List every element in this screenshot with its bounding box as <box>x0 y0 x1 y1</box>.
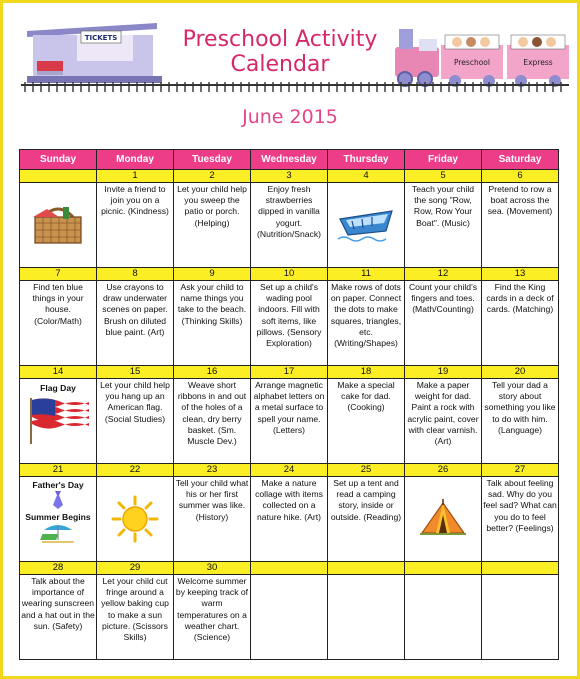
weekday-header: Tuesday <box>174 150 251 170</box>
day-number: 24 <box>251 464 327 477</box>
activity-text: Talk about feeling sad. Why do you feel sad? What can you do to feel better? (Feelings) <box>483 478 557 533</box>
activity-text: Make a special cake for dad. (Cooking) <box>337 380 395 413</box>
beach-chair-icon <box>38 524 78 544</box>
day-number: 7 <box>20 268 96 281</box>
rowboat-icon <box>336 205 396 245</box>
activity-text <box>328 575 404 659</box>
weekday-header: Saturday <box>482 150 559 170</box>
day-cell <box>20 268 97 366</box>
day-cell <box>482 268 559 366</box>
day-number: 28 <box>20 562 96 575</box>
day-cell <box>405 562 482 660</box>
week-row <box>20 170 559 268</box>
calendar-page <box>3 3 577 676</box>
day-number: 16 <box>174 366 250 379</box>
day-number: 5 <box>405 170 481 183</box>
day-cell <box>405 366 482 464</box>
activity-text: Arrange magnetic alphabet letters on a metal surface to spell your name. (Letters) <box>253 380 325 435</box>
activity-text: Use crayons to draw underwater scenes on paper. Brush on diluted blue paint. (Art) <box>102 282 168 337</box>
activity-text: Weave short ribbons in and out of the holes of a clean, dry berry basket. (Sm. Muscle Dev.) <box>177 380 247 447</box>
activity-text <box>405 575 481 659</box>
day-cell <box>405 464 482 562</box>
day-number: 3 <box>251 170 327 183</box>
activity-text: Let your child cut fringe around a yellow baking cup to make a sun picture. (Scissors Skills) <box>101 576 169 643</box>
day-number <box>405 562 481 575</box>
day-cell <box>20 464 97 562</box>
day-number: 27 <box>482 464 558 477</box>
day-number: 1 <box>97 170 173 183</box>
day-number: 22 <box>97 464 173 477</box>
day-cell <box>20 562 97 660</box>
title-line-1: Preschool Activity <box>182 27 378 52</box>
day-cell <box>97 562 174 660</box>
day-cell <box>482 464 559 562</box>
day-cell <box>174 562 251 660</box>
day-number: 10 <box>251 268 327 281</box>
day-cell <box>251 562 328 660</box>
weekday-header: Wednesday <box>251 150 328 170</box>
activity-text: Find the King cards in a deck of cards. (Matching) <box>486 282 554 315</box>
day-cell <box>405 268 482 366</box>
day-number: 20 <box>482 366 558 379</box>
activity-text: Enjoy fresh strawberries dipped in vanilla yogurt. (Nutrition/Snack) <box>257 184 321 239</box>
activity-text: Tell your child what his or her first summer was like. (History) <box>175 478 249 522</box>
activity-text: Ask your child to name things you take to the beach. (Thinking Skills) <box>177 282 247 326</box>
activity-text: Make rows of dots on paper. Connect the dots to make squares, triangles, etc. (Writing/Shapes) <box>330 282 402 349</box>
day-cell <box>405 170 482 268</box>
day-cell <box>97 366 174 464</box>
weekday-header-row <box>20 150 559 170</box>
weekday-header: Friday <box>405 150 482 170</box>
american-flag-icon <box>25 394 91 446</box>
day-number: 26 <box>405 464 481 477</box>
activity-text: Count your child's fingers and toes. (Math/Counting) <box>408 282 478 315</box>
day-number: 15 <box>97 366 173 379</box>
day-number: 29 <box>97 562 173 575</box>
activity-text: Make a paper weight for dad. Paint a rock with acrylic paint, cover with clear varnish. (Art) <box>407 380 479 447</box>
day-number: 19 <box>405 366 481 379</box>
day-cell <box>482 366 559 464</box>
holiday-label: Summer Begins <box>25 512 91 523</box>
week-row <box>20 268 559 366</box>
activity-text: Let your child help you hang up an American flag. (Social Studies) <box>100 380 170 424</box>
activity-text: Make a nature collage with items collected on a nature hike. (Art) <box>255 478 323 522</box>
holiday-label: Flag Day <box>40 383 76 393</box>
sun-icon <box>111 495 159 543</box>
month-title: June 2015 <box>242 106 338 128</box>
weekday-header: Sunday <box>20 150 97 170</box>
necktie-icon <box>51 491 65 509</box>
day-cell <box>482 562 559 660</box>
day-number <box>328 562 404 575</box>
day-number: 6 <box>482 170 558 183</box>
day-number: 18 <box>328 366 404 379</box>
picnic-basket-icon <box>29 203 87 247</box>
ticket-station-icon <box>27 21 162 83</box>
day-number: 21 <box>20 464 96 477</box>
calendar-grid <box>19 149 559 660</box>
title-line-2: Calendar <box>230 52 330 77</box>
day-number <box>482 562 558 575</box>
day-cell <box>251 170 328 268</box>
weekday-header: Monday <box>97 150 174 170</box>
day-cell <box>328 366 405 464</box>
activity-text <box>482 575 558 659</box>
tickets-sign: TICKETS <box>84 34 118 42</box>
activity-text: Invite a friend to join you on a picnic. (Kindness) <box>101 184 169 217</box>
day-cell <box>251 366 328 464</box>
day-cell <box>328 464 405 562</box>
day-number: 23 <box>174 464 250 477</box>
activity-text: Set up a child's wading pool indoors. Fill with soft items, like pillows. (Sensory Exploration) <box>256 282 322 349</box>
day-cell <box>174 366 251 464</box>
day-cell <box>328 562 405 660</box>
day-number: 11 <box>328 268 404 281</box>
day-number: 8 <box>97 268 173 281</box>
day-number: 13 <box>482 268 558 281</box>
weekday-header: Thursday <box>328 150 405 170</box>
day-number: 12 <box>405 268 481 281</box>
day-number: 25 <box>328 464 404 477</box>
activity-text: Welcome summer by keeping track of warm temperatures on a weather chart. (Science) <box>175 576 249 643</box>
page-title <box>155 27 405 77</box>
day-cell <box>174 268 251 366</box>
day-number: 30 <box>174 562 250 575</box>
day-cell <box>328 268 405 366</box>
day-cell <box>482 170 559 268</box>
activity-text: Tell your dad a story about something you like to do with him. (Language) <box>484 380 556 435</box>
activity-text: Set up a tent and read a camping story, inside or outside. (Reading) <box>330 478 402 522</box>
activity-text <box>251 575 327 659</box>
week-row <box>20 366 559 464</box>
train-car-label: Express <box>523 58 553 67</box>
day-cell <box>97 170 174 268</box>
train-car-label: Preschool <box>454 58 490 67</box>
activity-text: Let your child help you sweep the patio or porch. (Helping) <box>177 184 247 228</box>
holiday-label: Father's Day <box>32 480 84 490</box>
railroad-track <box>21 81 569 93</box>
day-cell <box>251 464 328 562</box>
week-row <box>20 562 559 660</box>
day-cell <box>97 268 174 366</box>
day-number: 14 <box>20 366 96 379</box>
activity-text: Teach your child the song "Row, Row, Row Your Boat". (Music) <box>411 184 475 228</box>
activity-text: Pretend to row a boat across the sea. (Movement) <box>487 184 553 217</box>
day-number: 4 <box>328 170 404 183</box>
day-number <box>20 170 96 183</box>
day-number: 2 <box>174 170 250 183</box>
day-cell <box>328 170 405 268</box>
day-number: 17 <box>251 366 327 379</box>
day-number <box>251 562 327 575</box>
activity-text: Find ten blue things in your house. (Color/Math) <box>32 282 84 326</box>
day-cell <box>251 268 328 366</box>
day-cell <box>20 170 97 268</box>
activity-text: Talk about the importance of wearing sunscreen and a hat out in the sun. (Safety) <box>21 576 95 631</box>
day-cell <box>174 464 251 562</box>
day-cell <box>20 366 97 464</box>
week-row <box>20 464 559 562</box>
day-cell <box>174 170 251 268</box>
day-number: 9 <box>174 268 250 281</box>
day-cell <box>97 464 174 562</box>
tent-icon <box>420 499 466 539</box>
